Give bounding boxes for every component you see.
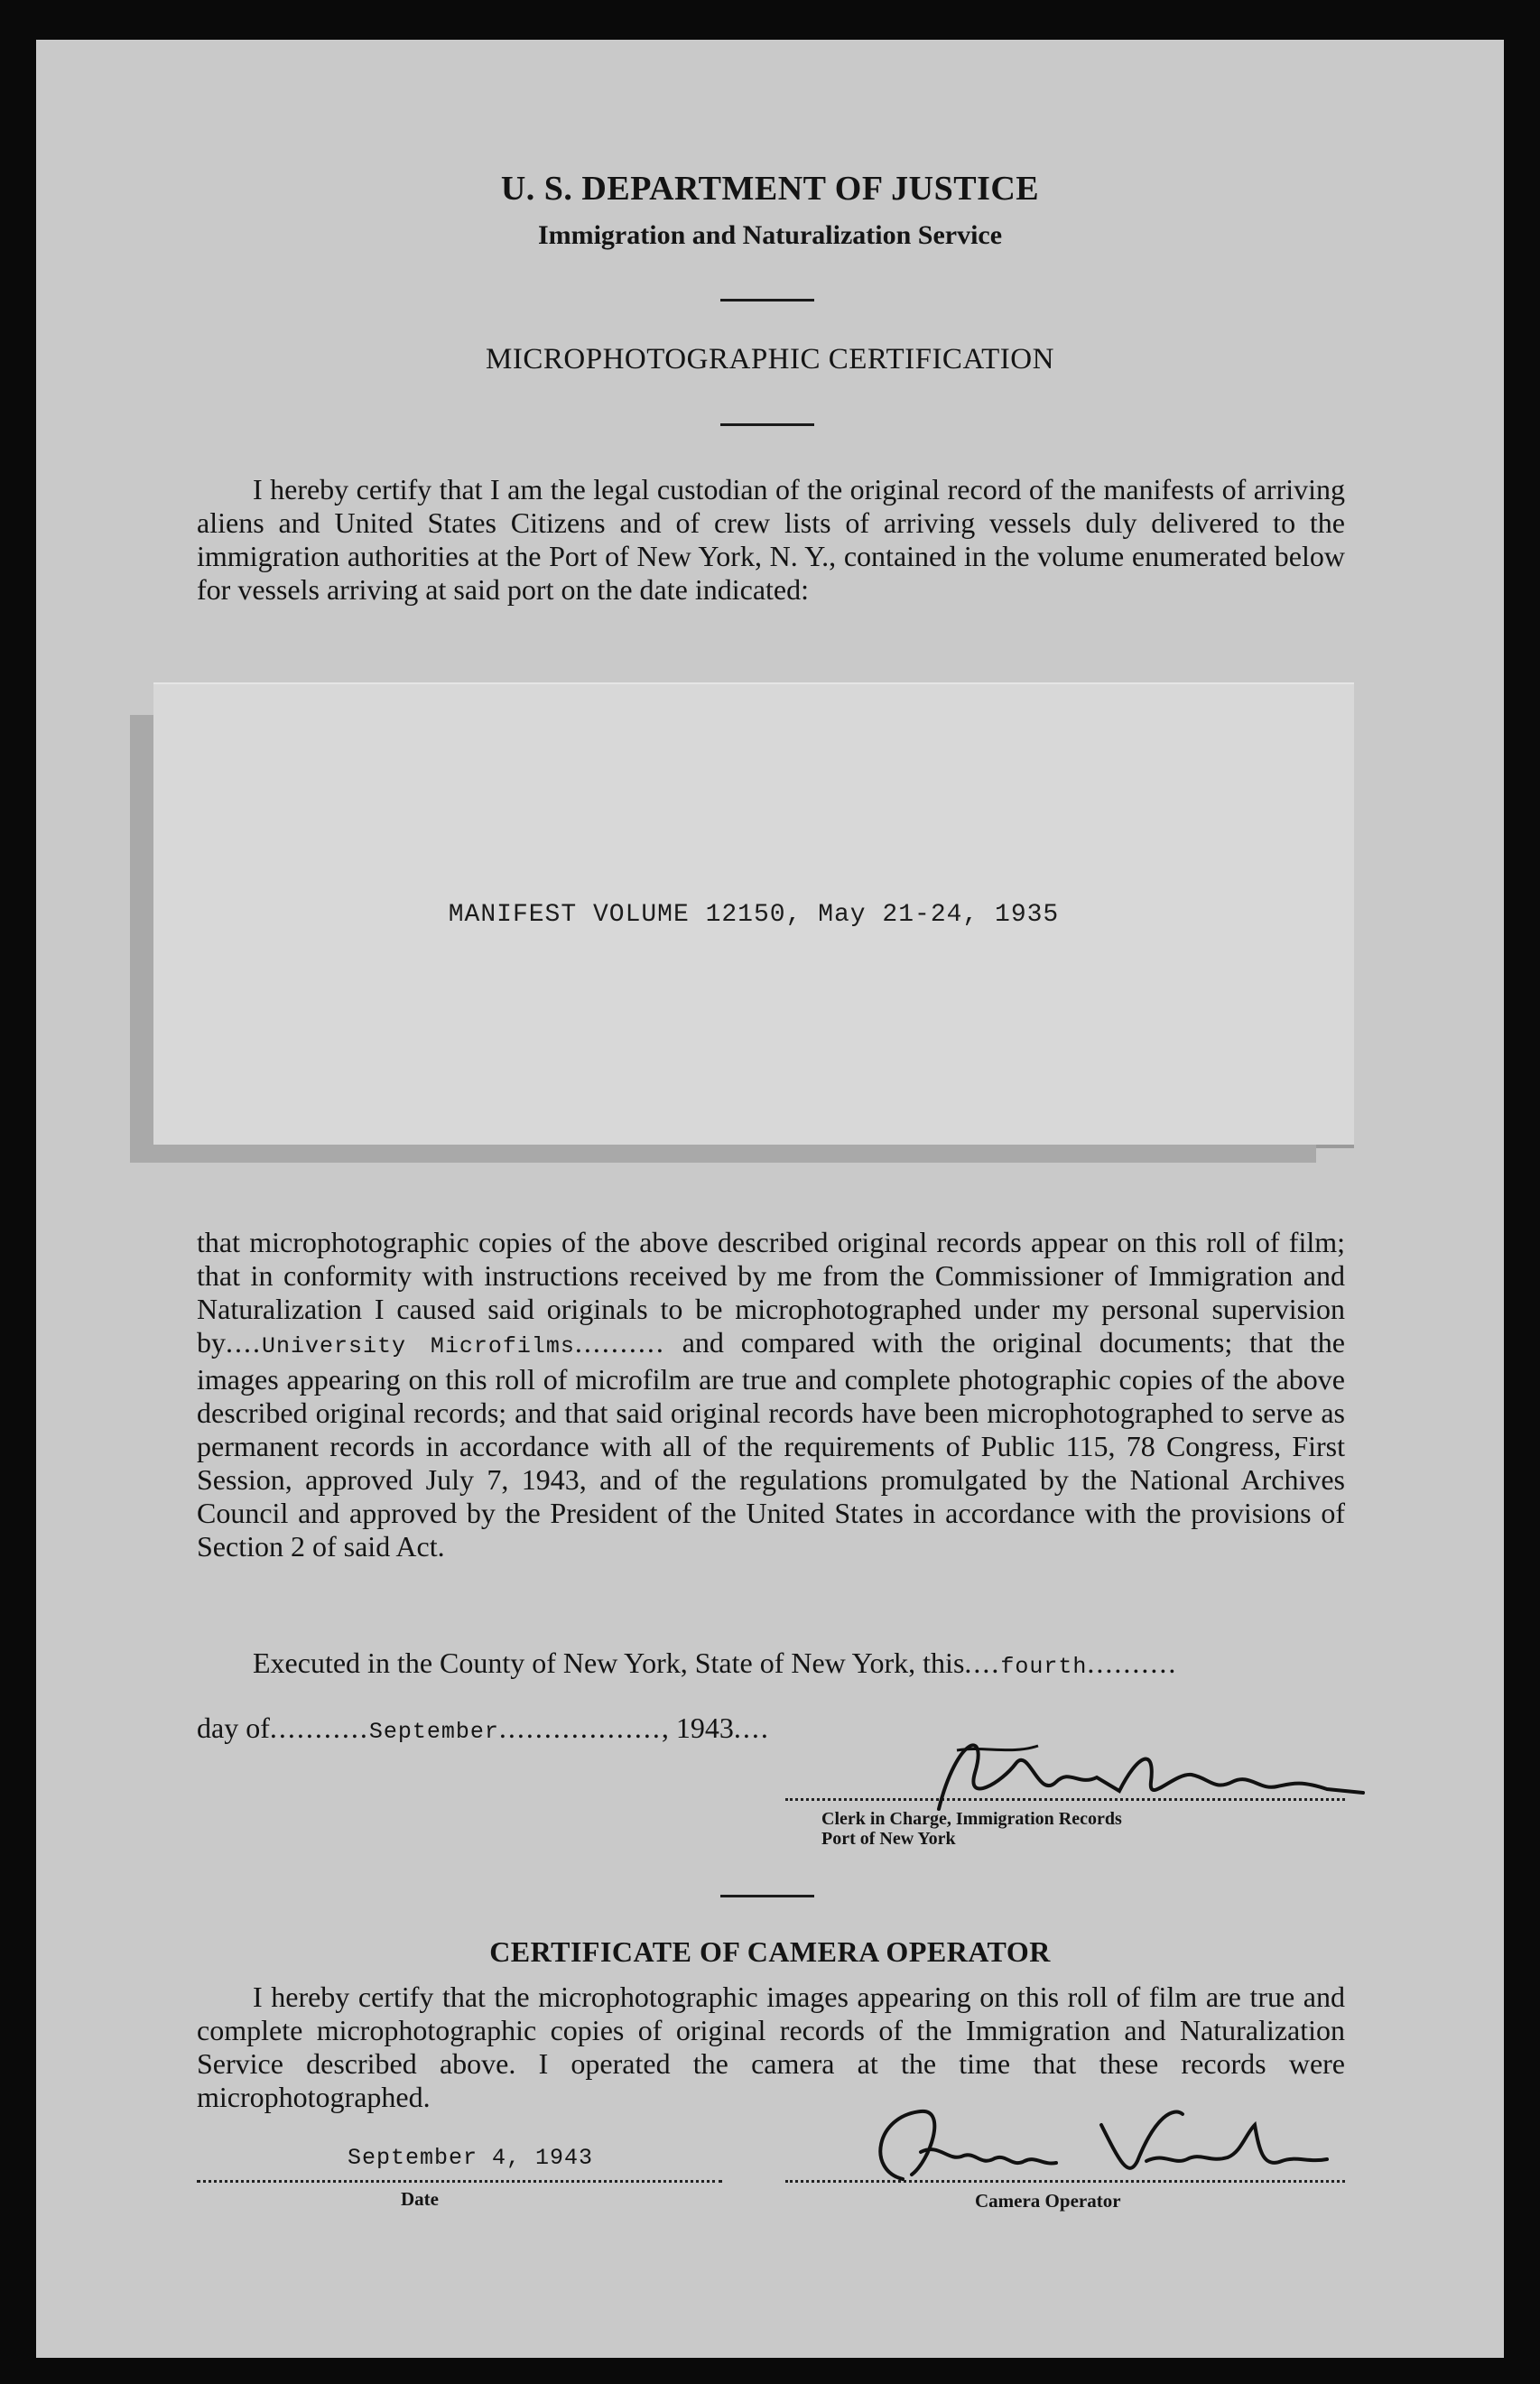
clerk-title-line2: Port of New York (821, 1829, 956, 1849)
clerk-title-line1: Clerk in Charge, Immigration Records (821, 1809, 1122, 1829)
certificate-page (36, 40, 1504, 2358)
intro-paragraph (197, 473, 1345, 607)
execution-line: Executed in the County of New York, State of New York, this....fourth.......... (253, 1647, 1178, 1680)
supervisor-name: University Microfilms (262, 1333, 575, 1359)
clerk-title (821, 1809, 1122, 1849)
body-text-part2: and compared with the original documents; that the images appearing on this roll of microfilm are true and complete photographic copies of the above described original records; and that said original records have been microphotographed to serve as permanent records in accordance with all of the requirements of Public 115, 78 Congress, First Session, approved July 7, 1943, and of the regulations promulgated by the National Archives Council and approved by the President of the United States in accordance with the provisions of Section 2 of said Act. (197, 1326, 1345, 1563)
camera-certificate-paragraph (197, 1980, 1345, 2114)
operator-date-value: September 4, 1943 (348, 2145, 594, 2171)
divider-rule (720, 423, 814, 426)
manifest-volume-text: MANIFEST VOLUME 12150, May 21-24, 1935 (448, 901, 1060, 929)
service-subtitle: Immigration and Naturalization Service (537, 220, 1003, 250)
intro-text: I hereby certify that I am the legal custodian of the original record of the manifests of arriving aliens and United States Citizens and of crew lists of arriving vessels duly delivered to the immigration authorities at the Port of New York, N. Y., contained in the volume enumerated below for vessels arriving at said port on the date indicated: (197, 473, 1345, 606)
camera-certificate-heading: CERTIFICATE OF CAMERA OPERATOR (489, 1935, 1051, 1968)
camera-operator-label: Camera Operator (975, 2190, 1121, 2212)
body-paragraph: that microphotographic copies of the above described original records appear on this roll of film; that in conformity with instructions received by me from the Commissioner of Immigration and Naturalization I caused said originals to be microphotographed under my personal supervision by....University Microfilms.......... and compared with the original documents; that the images appearing on this roll of microfilm are true and complete photographic copies of the above described original records; and that said original records have been microphotographed to serve as permanent records in accordance with all of the requirements of Public 115, 78 Congress, First Session, approved July 7, 1943, and of the regulations promulgated by the National Archives Council and approved by the President of the United States in accordance with the provisions of Section 2 of said Act. (197, 1226, 1345, 1563)
execution-prefix: Executed in the County of New York, State of New York, this (253, 1647, 965, 1679)
camera-certificate-text: I hereby certify that the microphotographic images appearing on this roll of film are true and complete microphotographic copies of original records of the Immigration and Naturalization Service described above. I operated the camera at the time that these records were microphotographed. (197, 1980, 1345, 2113)
execution-year: , 1943 (661, 1711, 734, 1744)
date-label: Date (401, 2188, 439, 2210)
divider-rule (720, 1895, 814, 1897)
camera-operator-signature (830, 2098, 1336, 2197)
agency-title: U. S. DEPARTMENT OF JUSTICE (500, 170, 1040, 208)
body-text-part1: that microphotographic copies of the above described original records appear on this roll of film; that in conformity with instructions received by me from the Commissioner of Immigration and Naturalization I caused said originals to be microphotographed under my personal supervision by (197, 1226, 1345, 1359)
date-signature-line (197, 2180, 722, 2183)
divider-rule (720, 299, 814, 301)
date-line-execution: day of...........September.................., 1943.... (197, 1711, 770, 1745)
execution-month: September (368, 1719, 499, 1745)
certification-title: MICROPHOTOGRAPHIC CERTIFICATION (486, 343, 1054, 376)
record-slip (153, 682, 1354, 1145)
execution-day: fourth (1000, 1654, 1088, 1680)
day-of-label: day of (197, 1711, 270, 1744)
